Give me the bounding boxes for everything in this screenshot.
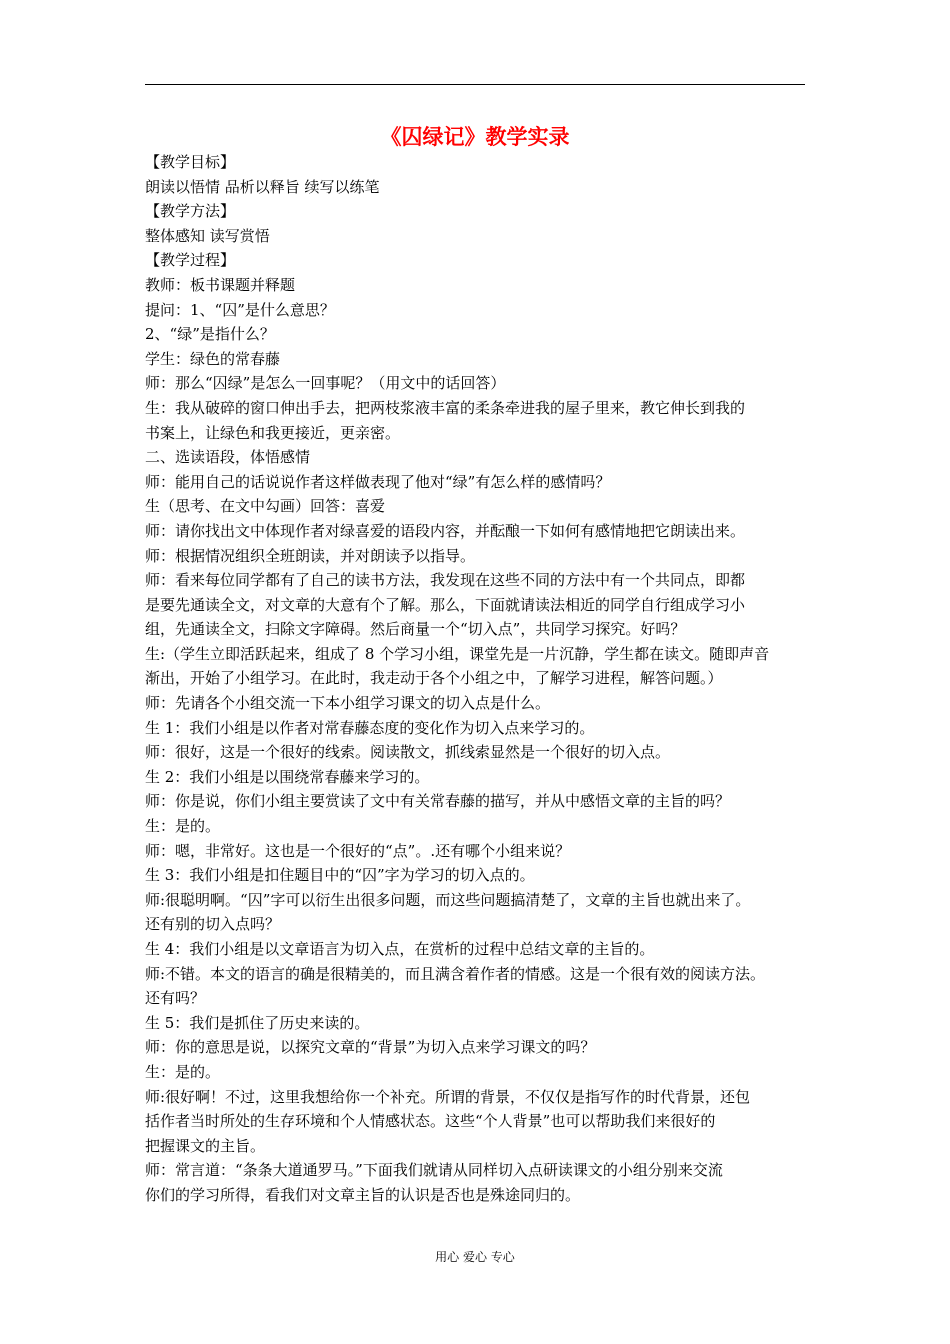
text-line: 渐出，开始了小组学习。在此时，我走动于各个小组之中，了解学习进程，解答问题。） <box>145 669 723 688</box>
text-line: 还有吗？ <box>145 989 206 1008</box>
text-line: 提问：1、“囚”是什么意思？ <box>145 300 335 319</box>
text-line: 括作者当时所处的生存环境和个人情感状态。这些“个人背景”也可以帮助我们来很好的 <box>145 1112 716 1131</box>
text-line: 【教学方法】 <box>145 202 236 221</box>
document-body <box>145 150 810 1208</box>
text-line: 2、“绿”是指什么？ <box>145 325 275 344</box>
text-line: 师：能用自己的话说说作者这样做表现了他对“绿”有怎么样的感情吗？ <box>145 472 611 491</box>
text-line: 你们的学习所得，看我们对文章主旨的认识是否也是殊途同归的。 <box>145 1185 581 1204</box>
text-line: 【教学过程】 <box>145 251 236 270</box>
text-line: 师:不错。本文的语言的确是很精美的，而且满含着作者的情感。这是一个很有效的阅读方法。 <box>145 964 766 983</box>
text-line: 生 2：我们小组是以围绕常春藤来学习的。 <box>145 767 430 786</box>
text-line: 学生：绿色的常春藤 <box>145 349 281 368</box>
text-line: 师:很好啊！不过，这里我想给你一个补充。所谓的背景，不仅仅是指写作的时代背景，还包 <box>145 1087 751 1106</box>
text-line: 二、选读语段，体悟感情 <box>145 448 311 467</box>
page-footer: 用心 爱心 专心 <box>435 1250 515 1264</box>
text-line: 师：根据情况组织全班朗读，并对朗读予以指导。 <box>145 546 476 565</box>
document-title: 《囚绿记》教学实录 <box>380 124 570 149</box>
header-rule <box>145 84 805 85</box>
text-line: 生:（学生立即活跃起来，组成了 8 个学习小组，课堂先是一片沉静，学生都在读文。随即声音 <box>145 644 770 663</box>
text-line: 师:很聪明啊。“囚”字可以衍生出很多问题，而这些问题搞清楚了，文章的主旨也就出来了。 <box>145 890 751 909</box>
text-line: 生：我从破碎的窗口伸出手去，把两枝浆液丰富的柔条牵进我的屋子里来，教它伸长到我的 <box>145 398 746 417</box>
text-line: 还有别的切入点吗？ <box>145 915 281 934</box>
text-line: 师：那么“囚绿”是怎么一回事呢？（用文中的话回答） <box>145 374 506 393</box>
text-line: 把握课文的主旨。 <box>145 1136 266 1155</box>
text-line: 生 5：我们是抓住了历史来读的。 <box>145 1013 370 1032</box>
text-line: 师：看来每位同学都有了自己的读书方法，我发现在这些不同的方法中有一个共同点，即都 <box>145 571 746 590</box>
text-line: 师：很好，这是一个很好的线索。阅读散文，抓线索显然是一个很好的切入点。 <box>145 743 671 762</box>
text-line: 书案上，让绿色和我更接近，更亲密。 <box>145 423 401 442</box>
text-line: 教师：板书课题并释题 <box>145 275 296 294</box>
text-line: 组，先通读全文，扫除文字障碍。然后商量一个“切入点”，共同学习探究。好吗？ <box>145 620 686 639</box>
text-line: 师：你的意思是说，以探究文章的“背景”为切入点来学习课文的吗？ <box>145 1038 596 1057</box>
text-line: 师：先请各个小组交流一下本小组学习课文的切入点是什么。 <box>145 694 551 713</box>
text-line: 师：请你找出文中体现作者对绿喜爱的语段内容，并酝酿一下如何有感情地把它朗读出来。 <box>145 521 746 540</box>
text-line: 师：常言道：“条条大道通罗马。”下面我们就请从同样切入点研读课文的小组分别来交流 <box>145 1161 723 1180</box>
text-line: 生 3：我们小组是扣住题目中的“囚”字为学习的切入点的。 <box>145 866 535 885</box>
text-line: 师：嗯，非常好。这也是一个很好的“点”。.还有哪个小组来说？ <box>145 841 571 860</box>
text-line: 生 4：我们小组是以文章语言为切入点，在赏析的过程中总结文章的主旨的。 <box>145 940 655 958</box>
text-line: 生：是的。 <box>145 1062 221 1081</box>
text-line: 师：你是说，你们小组主要赏读了文中有关常春藤的描写，并从中感悟文章的主旨的吗？ <box>145 792 731 811</box>
text-line: 整体感知 读写赏悟 <box>145 226 270 245</box>
text-line: 是要先通读全文，对文章的大意有个了解。那么，下面就请读法相近的同学自行组成学习小 <box>145 595 746 614</box>
text-line: 朗读以悟情 品析以释旨 续写以练笔 <box>145 177 380 196</box>
text-line: 【教学目标】 <box>145 153 236 171</box>
text-line: 生：是的。 <box>145 817 221 836</box>
text-line: 生 1：我们小组是以作者对常春藤态度的变化作为切入点来学习的。 <box>145 718 595 737</box>
text-line: 生（思考、在文中勾画）回答：喜爱 <box>145 497 386 516</box>
